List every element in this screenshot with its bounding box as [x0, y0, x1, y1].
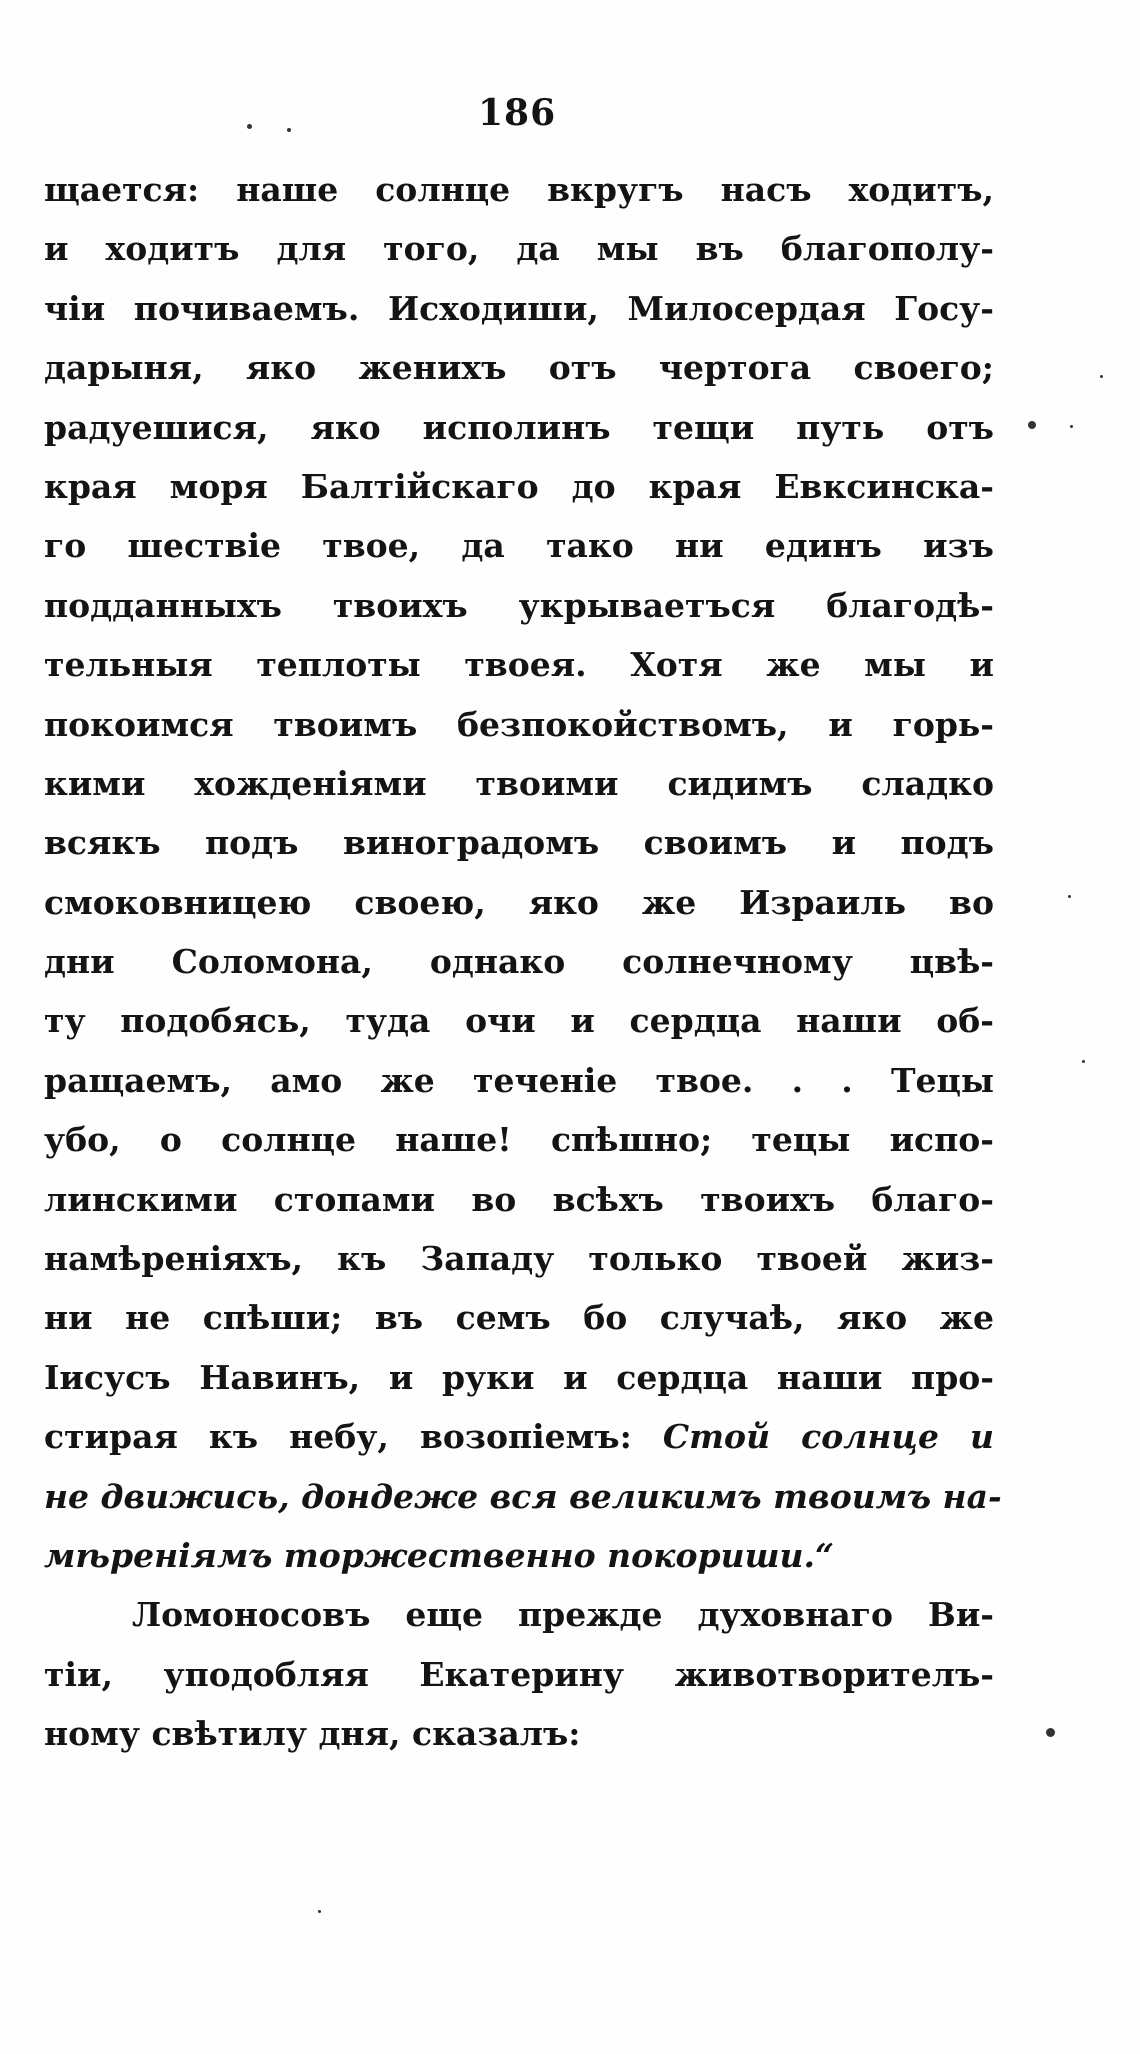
text-line: смоковницею своею, яко же Израиль во — [44, 882, 994, 922]
text-line: чіи почиваемъ. Исходиши, Милосердая Госу- — [44, 288, 994, 328]
text-line: радуешися, яко исполинъ тещи путь отъ — [44, 407, 994, 447]
text-line-italic: мѣреніямъ торжественно покориши.“ — [44, 1535, 834, 1575]
scan-speck — [1068, 895, 1071, 898]
text-line: щается: наше солнце вкругъ насъ ходитъ, — [44, 170, 994, 209]
text-line-italic-part: Стой солнце и — [662, 1417, 994, 1457]
text-line: ращаемъ, амо же теченіе твое. . . Тецы — [44, 1060, 994, 1100]
scan-speck — [1046, 1728, 1055, 1737]
text-line: кими хожденіями твоими сидимъ сладко — [44, 763, 994, 803]
text-line: всякъ подъ виноградомъ своимъ и подъ — [44, 823, 994, 863]
paragraph-line: Ломоносовъ еще прежде духовнаго Ви- — [132, 1595, 994, 1635]
text-line-mixed — [44, 1407, 994, 1466]
page-number: 186 — [478, 92, 557, 134]
text-line: тельныя теплоты твоея. Хотя же мы и — [44, 645, 994, 685]
text-line: ни не спѣши; въ семъ бо случаѣ, яко же — [44, 1298, 994, 1338]
scan-speck — [287, 128, 291, 132]
paragraph-line: тіи, уподобляя Екатерину животворителъ- — [44, 1654, 994, 1694]
text-line: ту подобясь, туда очи и сердца наши об- — [44, 1001, 994, 1041]
text-line: намѣреніяхъ, къ Западу только твоей жиз- — [44, 1239, 994, 1279]
text-line: дни Соломона, однако солнечному цвѣ- — [44, 942, 994, 982]
page-text — [44, 160, 1002, 1764]
text-line: и ходитъ для того, да мы въ благополу- — [44, 229, 994, 269]
text-line-plain-part: стирая къ небу, возопіемъ: — [44, 1417, 632, 1457]
text-line: го шествіе твое, да тако ни единъ изъ — [44, 526, 994, 566]
scan-speck — [1082, 1060, 1085, 1063]
paragraph-line: ному свѣтилу дня, сказалъ: — [44, 1714, 581, 1754]
text-line: линскими стопами во всѣхъ твоихъ благо- — [44, 1179, 994, 1219]
scan-speck — [247, 124, 252, 129]
scan-speck — [1070, 425, 1073, 428]
text-line: подданныхъ твоихъ укрываетъся благодѣ- — [44, 585, 994, 625]
text-line: убо, о солнце наше! спѣшно; тецы испо- — [44, 1120, 994, 1160]
text-line: покоимся твоимъ безпокойствомъ, и горь- — [44, 704, 994, 744]
text-line: края моря Балтійскаго до края Евксинска- — [44, 466, 994, 506]
scan-speck — [1100, 375, 1103, 378]
text-line: Іисусъ Навинъ, и руки и сердца наши про- — [44, 1357, 994, 1397]
text-line: дарыня, яко женихъ отъ чертога своего; — [44, 348, 994, 388]
text-line-italic: не движись, дондеже вся великимъ твоимъ на- — [44, 1476, 1002, 1516]
scan-speck — [1028, 421, 1036, 429]
scan-speck — [318, 1910, 321, 1913]
